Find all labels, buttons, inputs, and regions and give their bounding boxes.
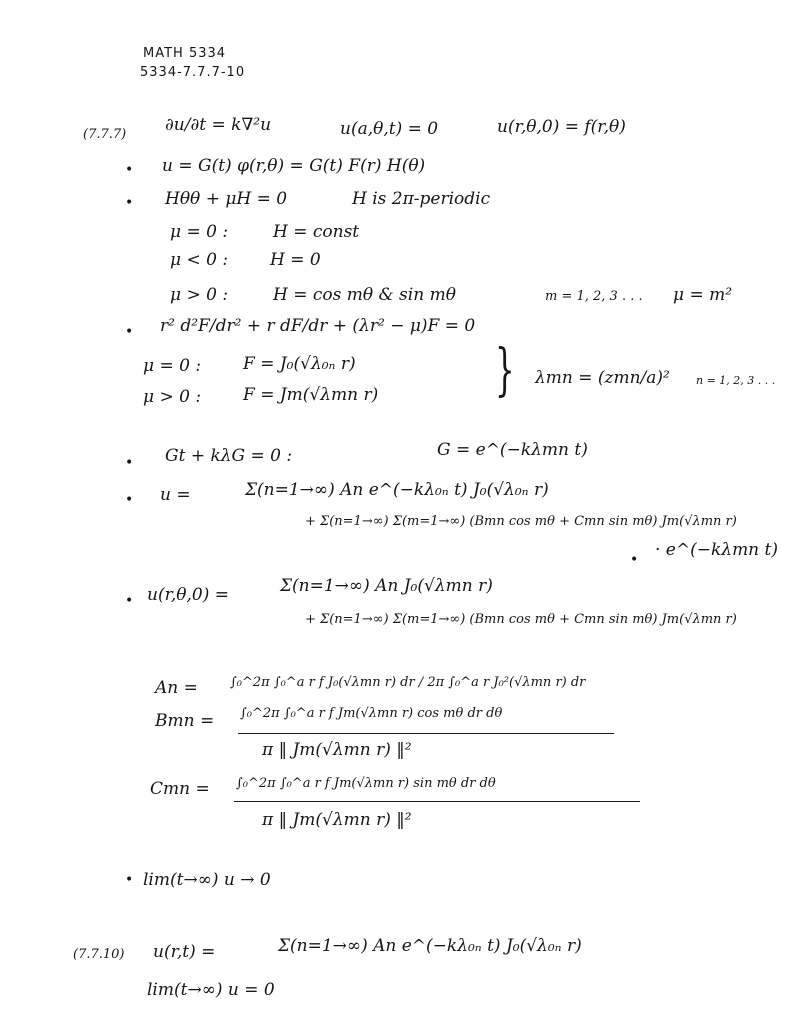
coefficient-bmn-fraction-bar xyxy=(238,733,614,734)
bullet: • xyxy=(630,552,639,568)
solution-7710-lhs: u(r,t) = xyxy=(153,942,216,962)
initial-expansion-term-2: + Σ(n=1→∞) Σ(m=1→∞) (Bmn cos mθ + Cmn sin mθ) Jm(√λmn r) xyxy=(305,612,737,627)
initial-expansion-lhs: u(r,θ,0) = xyxy=(147,585,229,605)
bullet: • xyxy=(125,324,134,340)
case-mu-positive: μ > 0 : xyxy=(170,285,229,305)
series-decay-factor: · e^(−kλmn t) xyxy=(655,540,779,560)
n-values: n = 1, 2, 3 . . . xyxy=(696,374,776,387)
coefficient-an-label: An = xyxy=(155,678,198,698)
m-values: m = 1, 2, 3 . . . xyxy=(545,289,643,304)
initial-condition: u(r,θ,0) = f(r,θ) xyxy=(497,117,626,137)
heat-equation: ∂u/∂t = k∇²u xyxy=(165,115,272,135)
bullet: • xyxy=(125,455,134,471)
coefficient-an-formula: ∫₀^2π ∫₀^a r f J₀(√λmn r) dr / 2π ∫₀^a r J₀²(√λmn r) dr xyxy=(230,675,586,690)
eigenvalue-formula: λmn = (zmn/a)² xyxy=(535,368,670,388)
case-mu-positive-solution: H = cos mθ & sin mθ xyxy=(273,285,456,305)
coefficient-cmn-denominator: π ‖ Jm(√λmn r) ‖² xyxy=(262,810,412,830)
radial-case-mu-zero: μ = 0 : xyxy=(143,356,202,376)
coefficient-bmn-numerator: ∫₀^2π ∫₀^a r f Jm(√λmn r) cos mθ dr dθ xyxy=(240,706,503,721)
coefficient-cmn-numerator: ∫₀^2π ∫₀^a r f Jm(√λmn r) sin mθ dr dθ xyxy=(236,776,496,791)
bullet: • xyxy=(125,492,134,508)
course-title: MATH 5334 xyxy=(143,46,227,61)
separation-of-variables: u = G(t) φ(r,θ) = G(t) F(r) H(θ) xyxy=(162,156,426,176)
solution-7710-rhs: Σ(n=1→∞) An e^(−kλ₀ₙ t) J₀(√λ₀ₙ r) xyxy=(278,936,582,956)
time-solution: G = e^(−kλmn t) xyxy=(437,440,588,460)
coefficient-bmn-label: Bmn = xyxy=(155,711,215,731)
series-term-radial: Σ(n=1→∞) An e^(−kλ₀ₙ t) J₀(√λ₀ₙ r) xyxy=(245,480,549,500)
case-mu-zero-solution: H = const xyxy=(273,222,360,242)
boundary-condition: u(a,θ,t) = 0 xyxy=(340,119,439,139)
series-lhs: u = xyxy=(160,485,191,505)
coefficient-cmn-label: Cmn = xyxy=(150,779,210,799)
bullet: • xyxy=(125,872,134,888)
bullet: • xyxy=(125,162,134,178)
case-mu-negative: μ < 0 : xyxy=(170,250,229,270)
equation-number-7710: (7.7.10) xyxy=(73,947,125,962)
radial-solution-j0: F = J₀(√λ₀ₙ r) xyxy=(243,354,356,374)
coefficient-bmn-denominator: π ‖ Jm(√λmn r) ‖² xyxy=(262,740,412,760)
angular-ode: Hθθ + μH = 0 xyxy=(165,189,288,209)
bullet: • xyxy=(125,195,134,211)
bessel-ode: r² d²F/dr² + r dF/dr + (λr² − μ)F = 0 xyxy=(160,316,476,336)
case-mu-zero: μ = 0 : xyxy=(170,222,229,242)
bullet: • xyxy=(125,593,134,609)
limit-statement-2: lim(t→∞) u = 0 xyxy=(147,980,275,1000)
radial-solution-jm: F = Jm(√λmn r) xyxy=(243,385,379,405)
initial-expansion-term-1: Σ(n=1→∞) An J₀(√λmn r) xyxy=(280,576,493,596)
limit-statement-1: lim(t→∞) u → 0 xyxy=(143,870,271,890)
periodicity-note: H is 2π-periodic xyxy=(352,189,491,209)
coefficient-cmn-fraction-bar xyxy=(234,801,640,802)
time-ode: Gt + kλG = 0 : xyxy=(165,446,293,466)
grouping-brace: } xyxy=(495,338,515,403)
equation-number-777: (7.7.7) xyxy=(83,127,127,142)
series-term-angular: + Σ(n=1→∞) Σ(m=1→∞) (Bmn cos mθ + Cmn sin mθ) Jm(√λmn r) xyxy=(305,514,737,529)
problem-reference: 5334-7.7.7-10 xyxy=(140,65,246,80)
radial-case-mu-positive: μ > 0 : xyxy=(143,387,202,407)
mu-equals-m-squared: μ = m² xyxy=(673,285,733,305)
case-mu-negative-solution: H = 0 xyxy=(270,250,321,270)
